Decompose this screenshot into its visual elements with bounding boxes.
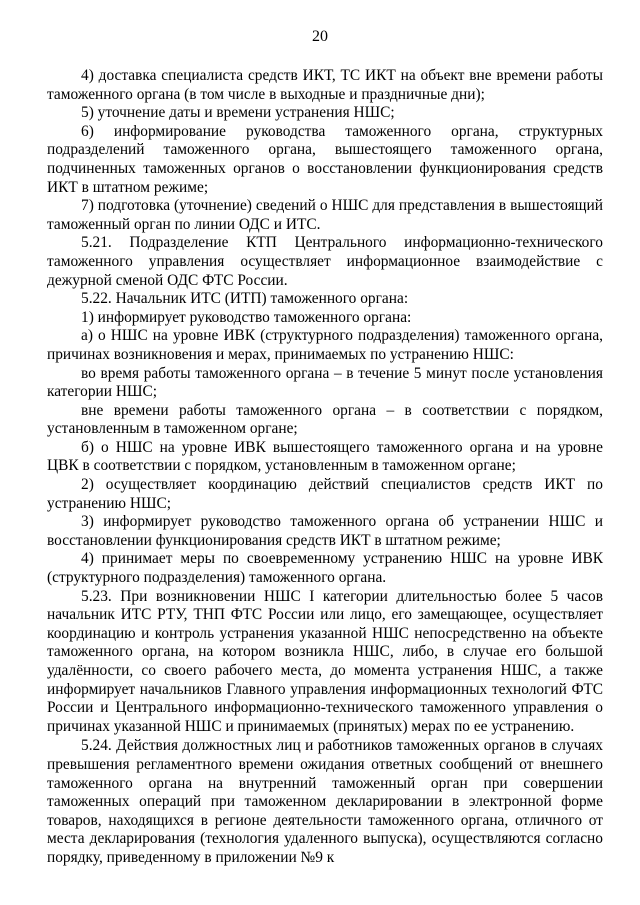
paragraph: 7) подготовка (уточнение) сведений о НШС для представления в вышестоящий таможенный орган по линии ОДС и ИТС. [47,197,603,233]
paragraph: 4) доставка специалиста средств ИКТ, ТС ИКТ на объект вне времени работы таможенного органа (в том числе в выходные и праздничные дни); [47,67,603,103]
paragraph: 2) осуществляет координацию действий специалистов средств ИКТ по устранению НШС; [47,476,603,512]
paragraph: 6) информирование руководства таможенного органа, структурных подразделений таможенного органа, вышестоящего таможенного органа, подчиненных таможенных органов о восстановлении функционирования средств ИКТ в штатном режиме; [47,122,603,196]
paragraph: б) о НШС на уровне ИВК вышестоящего таможенного органа и на уровне ЦВК в соответствии с порядком, установленным в таможенном органе; [47,438,603,475]
paragraph: во время работы таможенного органа – в течение 5 минут после установления категории НШС; [47,364,603,401]
paragraph: 5.21. Подразделение КТП Центрального информационно-технического таможенного управления осуществляет информационное взаимодействие с дежурной сменой ОДС ФТС России. [47,234,603,289]
page-number: 20 [312,28,328,45]
paragraph: а) о НШС на уровне ИВК (структурного подразделения) таможенного органа, причинах возникновения и мерах, принимаемых по устранению НШС: [47,327,603,363]
paragraph: 5) уточнение даты и времени устранения НШС; [81,104,395,122]
paragraph: вне времени работы таможенного органа – в соответствии с порядком, установленным в таможенном органе; [47,401,603,438]
paragraph: 4) принимает меры по своевременному устранению НШС на уровне ИВК (структурного подразделения) таможенного органа. [47,550,603,587]
paragraph: 3) информирует руководство таможенного органа об устранении НШС и восстановлении функционирования средств ИКТ в штатном режиме; [47,513,603,549]
document-body [47,67,603,868]
paragraph: 1) информирует руководство таможенного органа: [81,308,412,326]
paragraph: 5.24. Действия должностных лиц и работников таможенных органов в случаях превышения регламентного времени ожидания ответных сообщений от внешнего таможенного органа на внутренний таможенный орган при совершении таможенных операций при таможенном декларировании в электронной форме товаров, находящихся в регионе деятельности таможенного органа, отличного от места декларирования (технология удаленного выпуска), осуществляются согласно порядку, приведенному в приложении №9 к [47,737,603,866]
paragraph: 5.23. При возникновении НШС I категории длительностью более 5 часов начальник ИТС РТУ, ТНП ФТС России или лицо, его замещающее, осуществляет координацию и контроль устранения указанной НШС непосредственно на объекте таможенного органа, на котором возникла НШС, либо, в случае его большой удалённости, со своего рабочего места, до момента устранения НШС, а также информирует начальников Главного управления информационных технологий ФТС России и Центрального информационно-технического таможенного управления о причинах указанной НШС и принимаемых (принятых) мерах по ее устранению. [47,587,603,735]
paragraph: 5.22. Начальник ИТС (ИТП) таможенного органа: [81,290,409,308]
